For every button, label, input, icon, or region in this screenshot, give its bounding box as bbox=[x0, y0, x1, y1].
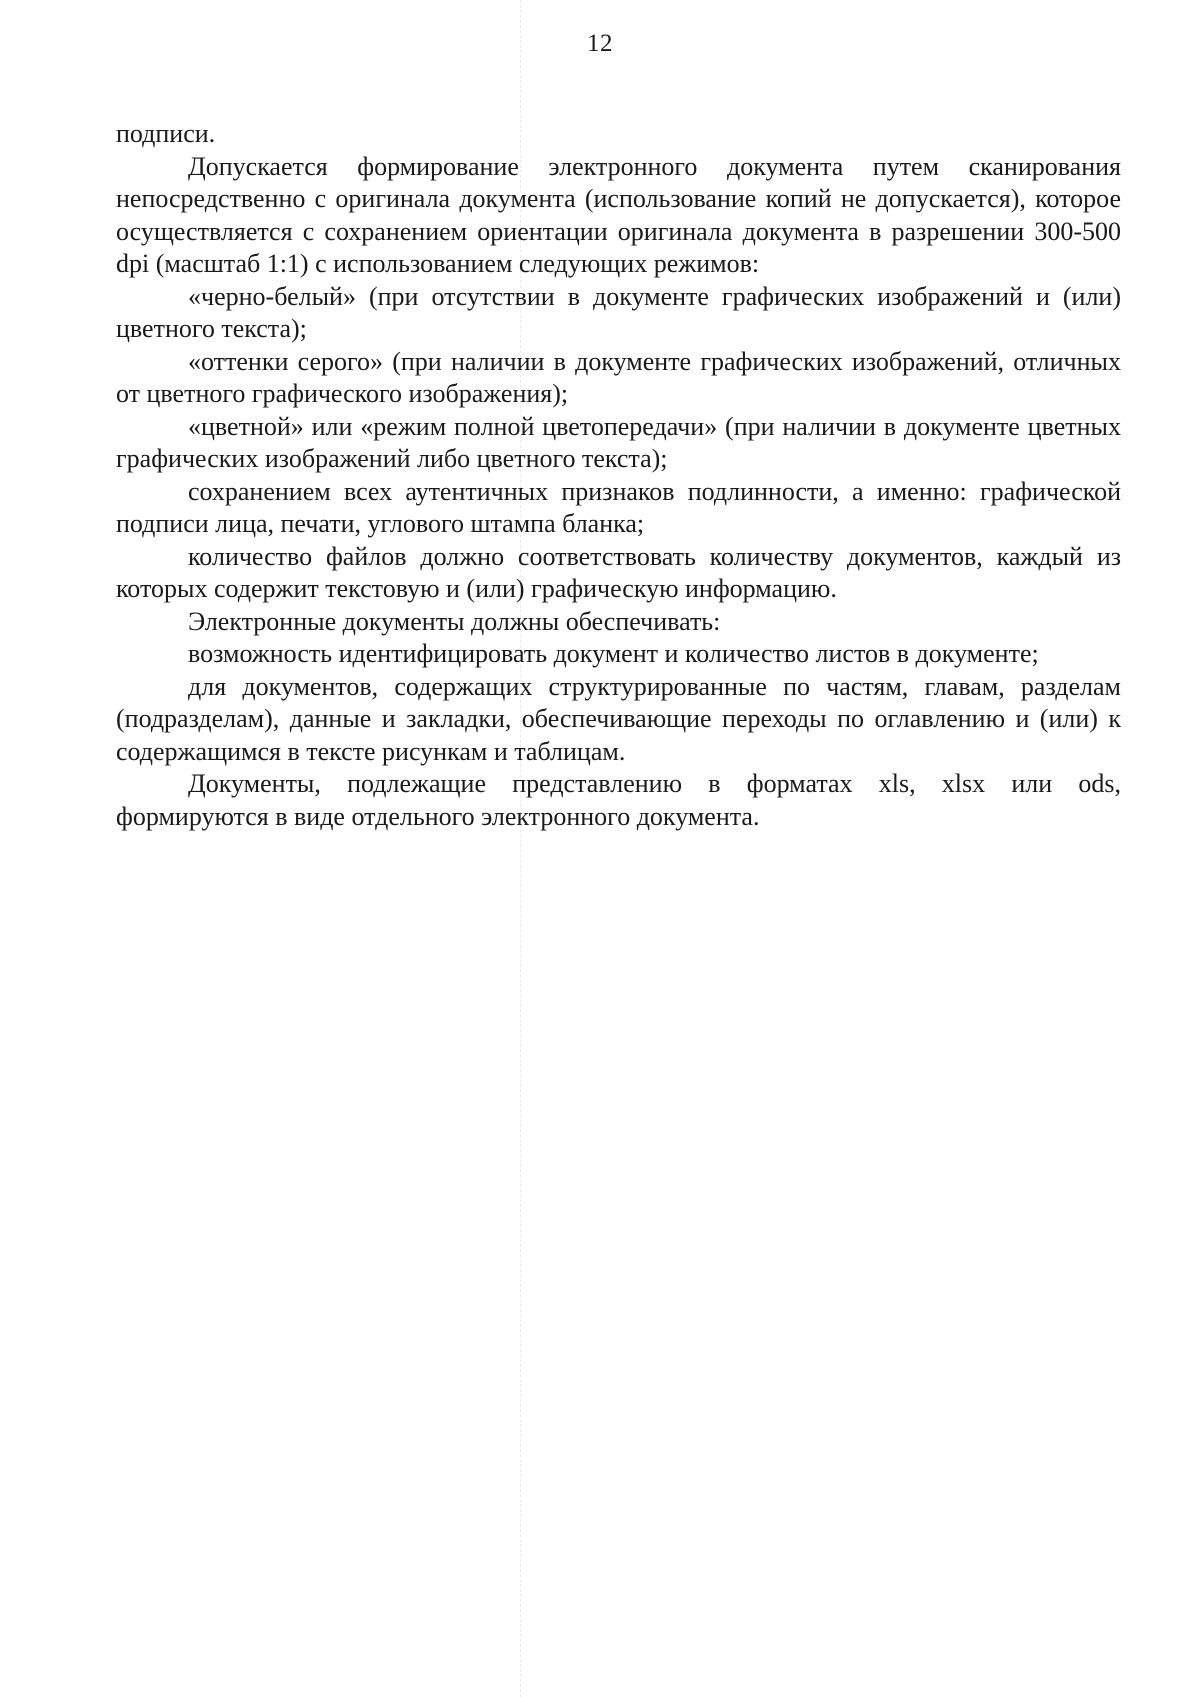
paragraph-continuation: подписи. bbox=[116, 119, 216, 148]
paragraph-scanning-rules: Допускается формирование электронного документа путем сканирования непосредственно с оригинала документа (использование копий не допускается), которое осуществляется с сохранением ориентации оригинала документа в разрешении 300-500 dpi (масштаб 1:1) с использованием следующих режимов: bbox=[116, 151, 1121, 278]
paragraph-mode-black-white: «черно-белый» (при отсутствии в документе графических изображений и (или) цветного текста); bbox=[116, 281, 1121, 343]
document-body bbox=[116, 118, 1121, 833]
paragraph-requirements-intro: Электронные документы должны обеспечивать: bbox=[188, 606, 721, 636]
paragraph-requirement-identify: возможность идентифицировать документ и количество листов в документе; bbox=[188, 639, 1039, 668]
paragraph-requirement-structure: для документов, содержащих структурированные по частям, главам, разделам (подразделам), данные и закладки, обеспечивающие переходы по оглавлению и (или) к содержащимся в тексте рисункам и таблицам. bbox=[116, 671, 1121, 766]
paragraph-mode-color: «цветной» или «режим полной цветопередачи» (при наличии в документе цветных графических изображений либо цветного текста); bbox=[116, 411, 1121, 473]
paragraph-spreadsheet-formats: Документы, подлежащие представлению в форматах xls, xlsx или ods, формируются в виде отдельного электронного документа. bbox=[116, 769, 1121, 831]
paragraph-file-count: количество файлов должно соответствовать количеству документов, каждый из которых содержит текстовую и (или) графическую информацию. bbox=[116, 541, 1121, 603]
paragraph-mode-grayscale: «оттенки серого» (при наличии в документе графических изображений, отличных от цветного графического изображения); bbox=[116, 346, 1121, 408]
paragraph-authenticity: сохранением всех аутентичных признаков подлинности, а именно: графической подписи лица, печати, углового штампа бланка; bbox=[116, 476, 1121, 538]
page-number: 12 bbox=[587, 30, 613, 57]
